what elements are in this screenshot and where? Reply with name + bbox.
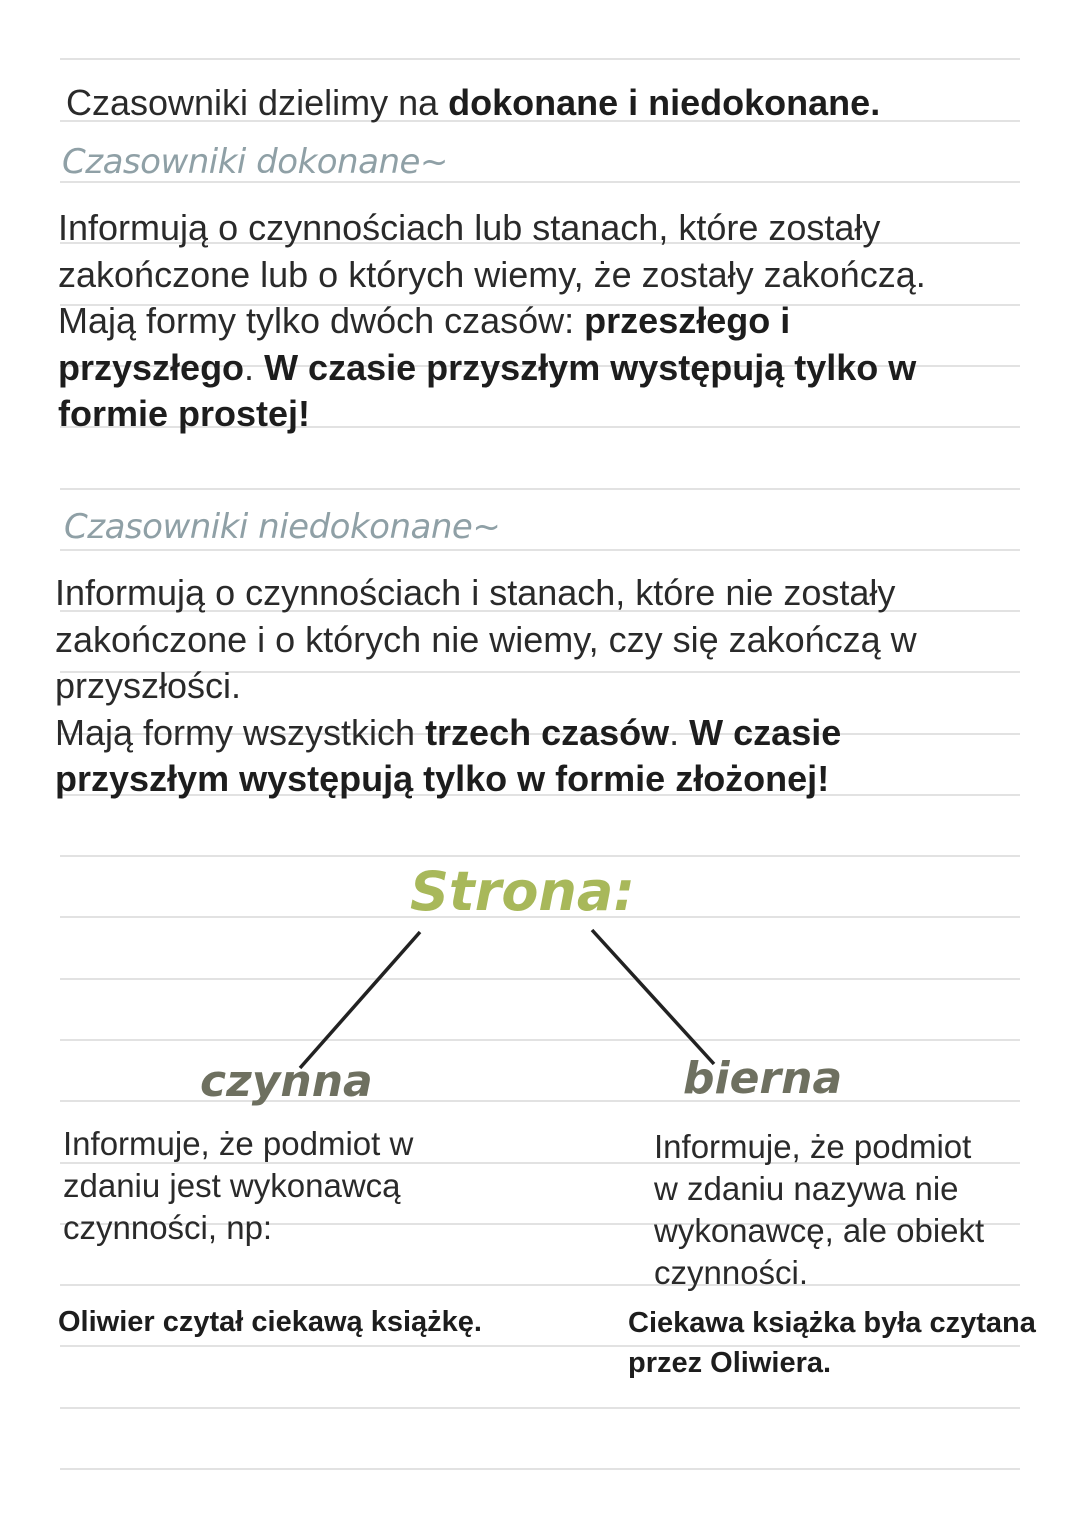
- imperfective-heading: Czasowniki niedokonane~: [64, 507, 501, 547]
- bold-text: W czasie przyszłym występują tylko w: [264, 346, 917, 388]
- text: .: [244, 346, 265, 388]
- active-example: Oliwier czytał ciekawą książkę.: [58, 1306, 482, 1338]
- bold-text: W czasie: [689, 711, 842, 753]
- diagram-title: Strona:: [410, 860, 635, 923]
- text-line: zakończone lub o których wiemy, że zostały zakończą.: [58, 253, 926, 295]
- text: Mają formy tylko dwóch czasów:: [58, 300, 585, 341]
- text-line: przez Oliwiera.: [628, 1347, 832, 1379]
- text-line: wykonawcę, ale obiekt: [654, 1212, 985, 1249]
- text-line: Informuje, że podmiot: [654, 1128, 972, 1165]
- bold-text: przyszłym występują tylko w formie złożonej!: [55, 758, 830, 799]
- intro-bold: dokonane i niedokonane.: [448, 82, 881, 123]
- active-description: [63, 1123, 413, 1249]
- bold-text: trzech czasów: [425, 711, 670, 753]
- passive-example: [628, 1303, 1036, 1383]
- text-line: Ciekawa książka była czytana: [628, 1307, 1036, 1339]
- text-line: zakończone i o których nie wiemy, czy się zakończą w: [55, 618, 917, 660]
- active-voice-label: czynna: [200, 1056, 373, 1107]
- perfective-heading: Czasowniki dokonane~: [62, 142, 448, 182]
- text: .: [669, 711, 690, 753]
- text-line: przyszłości.: [55, 665, 242, 706]
- text: Mają formy wszystkich: [55, 711, 426, 753]
- text-line: czynności, np:: [63, 1209, 273, 1246]
- text-line: czynności.: [654, 1254, 809, 1291]
- passive-voice-label: bierna: [683, 1053, 843, 1104]
- text-line: Informuje, że podmiot w: [63, 1125, 414, 1162]
- text-line: w zdaniu nazywa nie: [654, 1170, 959, 1207]
- text-line: zdaniu jest wykonawcą: [63, 1167, 401, 1204]
- connector-line-left: [300, 932, 420, 1068]
- text-line: Informują o czynnościach i stanach, które nie zostały: [55, 572, 896, 613]
- text-line: Informują o czynnościach lub stanach, które zostały: [58, 207, 881, 248]
- bold-text: przyszłego: [58, 346, 245, 388]
- passive-description: [654, 1126, 984, 1294]
- bold-text: przeszłego i: [584, 300, 791, 341]
- connector-line-right: [592, 930, 714, 1064]
- intro-text: Czasowniki dzielimy na: [66, 82, 449, 123]
- bold-text: formie prostej!: [58, 393, 311, 434]
